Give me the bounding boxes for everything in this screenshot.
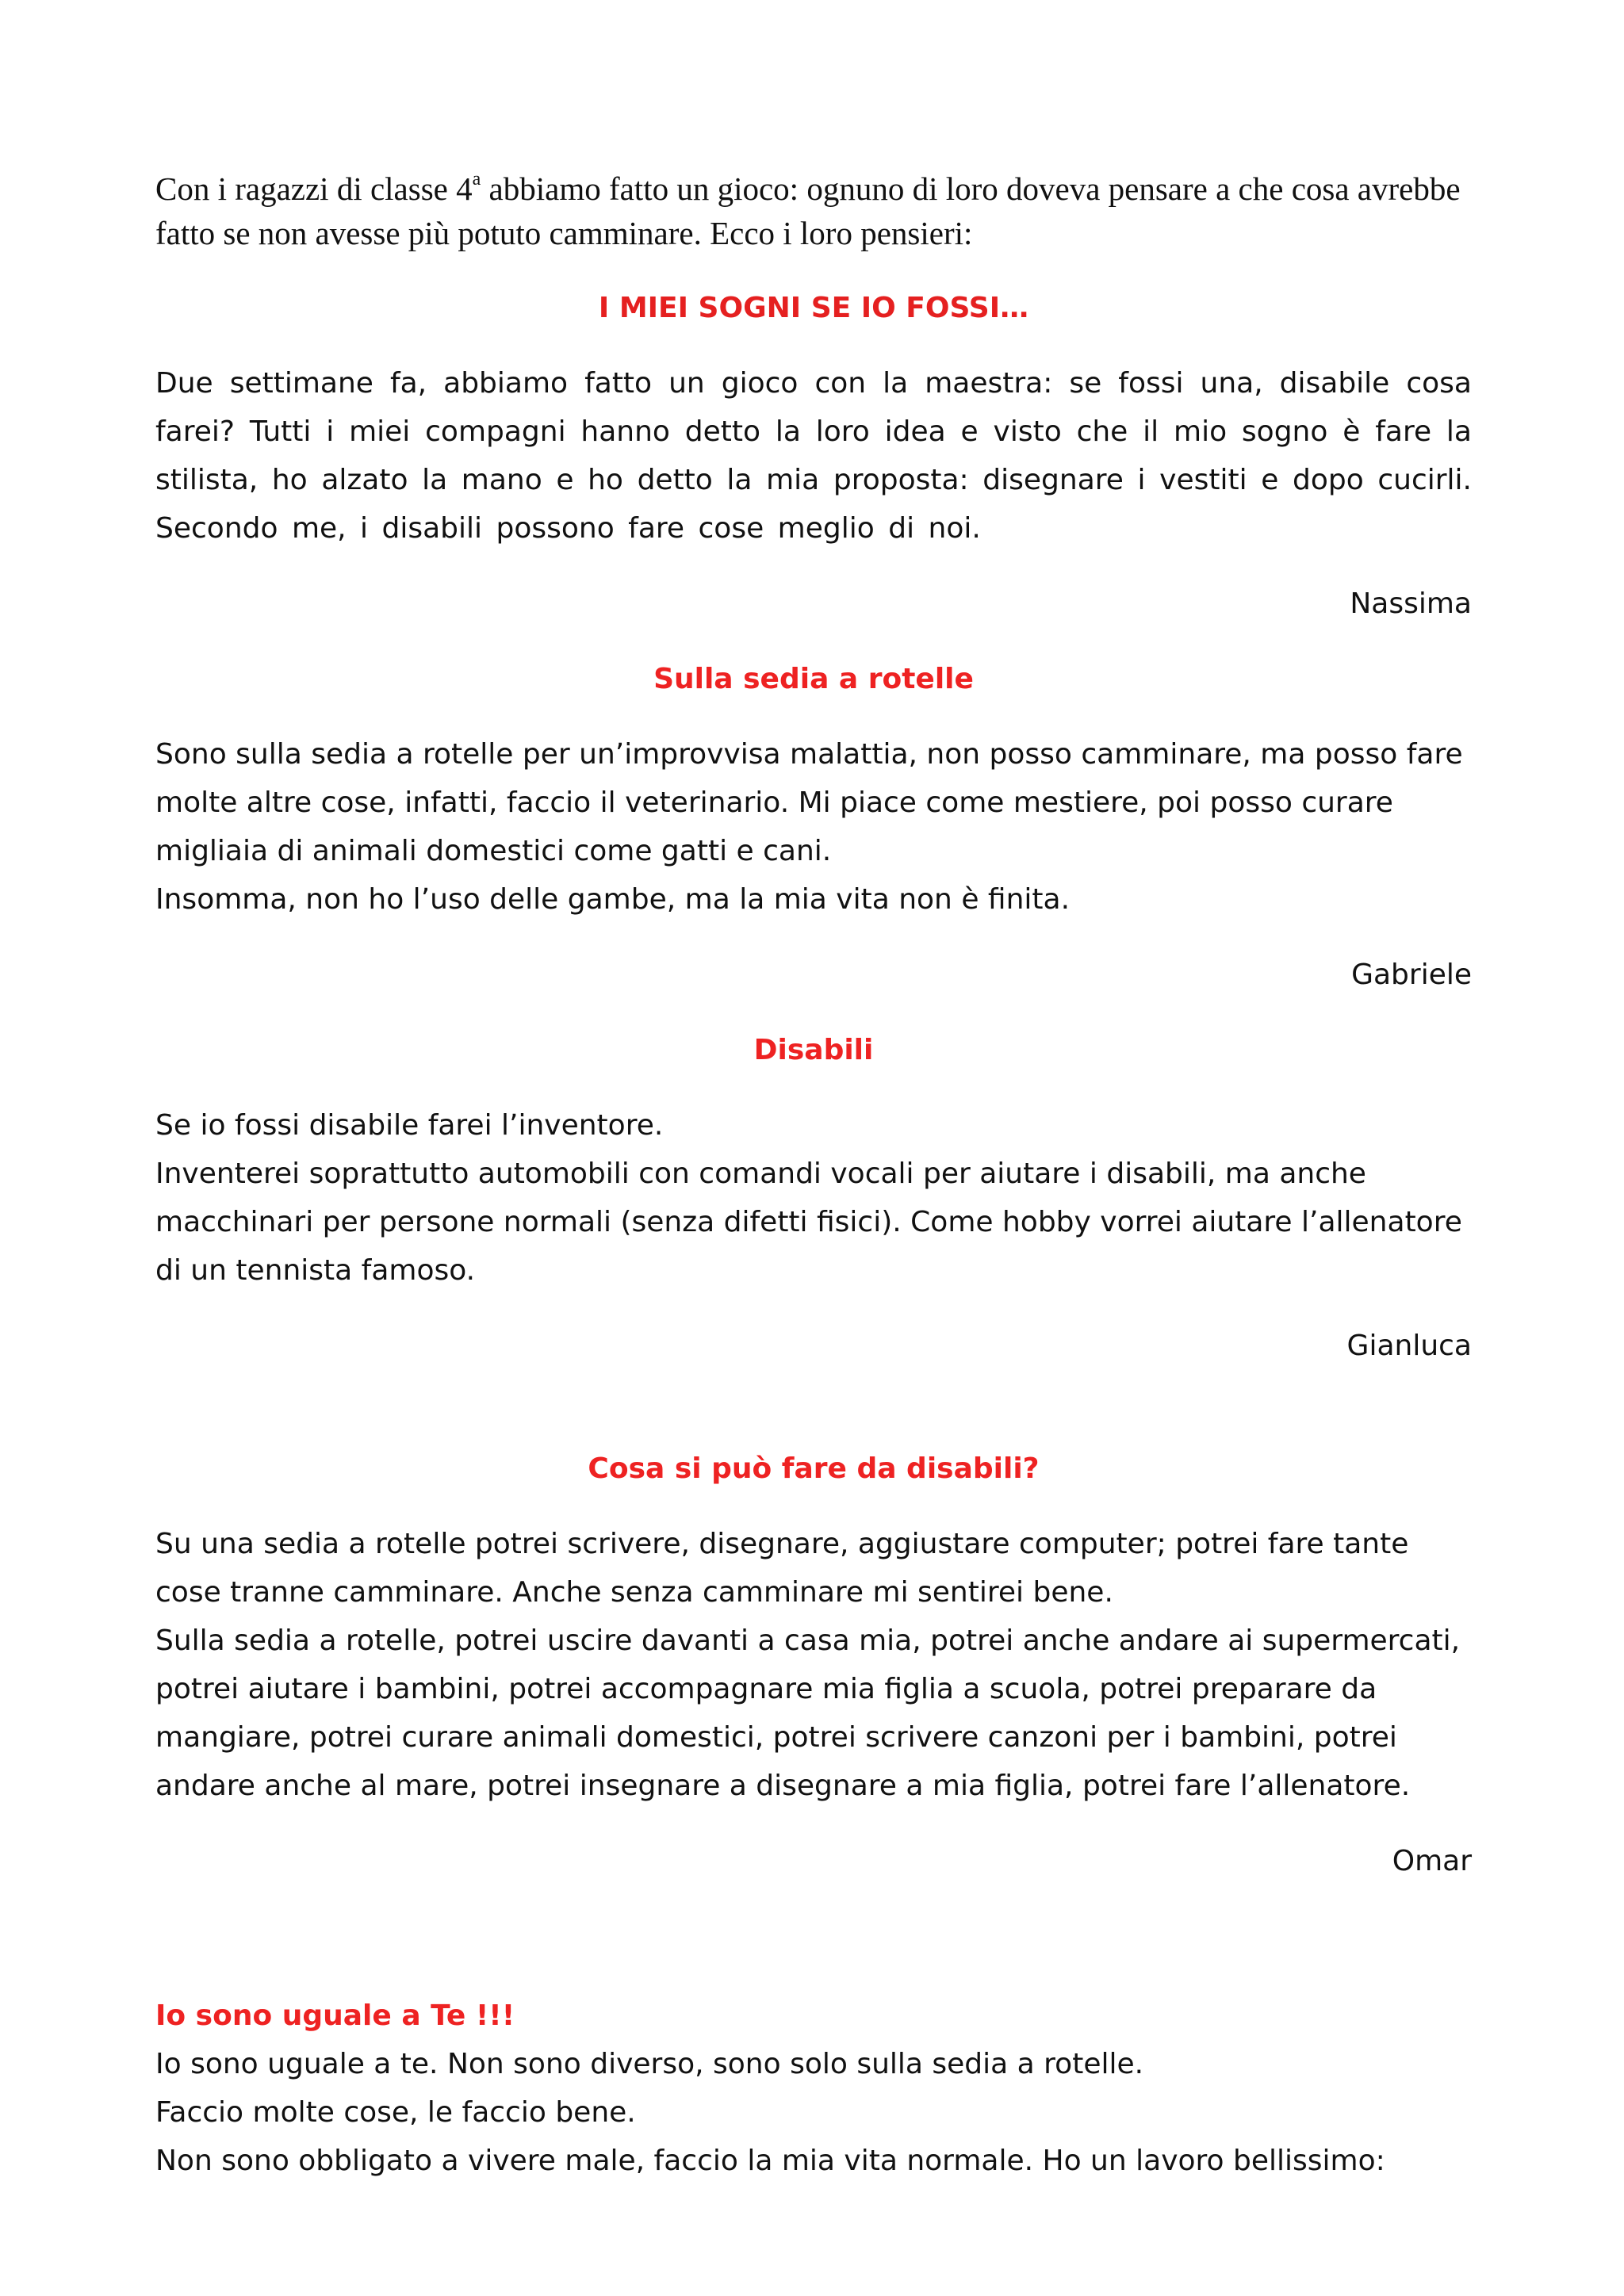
story-author: Gabriele (1351, 959, 1472, 991)
story-title: Cosa si può fare da disabili? (588, 1452, 1040, 1485)
document-page (155, 166, 1472, 2185)
story-io-sono-uguale (155, 1992, 1472, 2185)
story-nassima (155, 284, 1472, 628)
story-body: Se io fossi disabile farei l’inventore. Inventerei soprattutto automobili con comandi vocali per aiutare i disabili, ma anche macchinari per persone normali (senza difetti fisici). Come hobby vorrei aiutare l’allenatore di un tennista famoso. (155, 1109, 1462, 1287)
story-title: Sulla sedia a rotelle (653, 663, 974, 695)
vertical-spacer (155, 1912, 1472, 1992)
story-body: Su una sedia a rotelle potrei scrivere, disegnare, aggiustare computer; potrei fare tante cose tranne camminare. Anche senza camminare mi sentirei bene. Sulla sedia a rotelle, potrei uscire davanti a casa mia, potrei anche andare ai supermercati, potrei aiutare i bambini, potrei accompagnare mia figlia a scuola, potrei preparare da mangiare, potrei curare animali domestici, potrei scrivere canzoni per i bambini, potrei andare anche al mare, potrei insegnare a disegnare a mia figlia, potrei fare l’allenatore. (155, 1528, 1461, 1802)
vertical-spacer (155, 1397, 1472, 1445)
intro-text-end: abbiamo fatto un gioco: ognuno di loro doveva pensare a che cosa avrebbe fatto se non avesse più potuto camminare. Ecco i loro pensieri: (155, 170, 1461, 251)
story-gianluca (155, 1026, 1472, 1370)
story-body: Due settimane fa, abbiamo fatto un gioco con la maestra: se fossi una, disabile cosa farei? Tutti i miei compagni hanno detto la loro idea e visto che il mio sogno è fare la stilista, ho alzato la mano e ho detto la mia proposta: disegnare i vestiti e dopo cucirli. Secondo me, i disabili possono fare cose meglio di noi. (155, 367, 1472, 545)
story-omar (155, 1445, 1472, 1885)
story-title: Io sono uguale a Te !!! (155, 1999, 515, 2032)
story-author: Gianluca (1346, 1330, 1472, 1362)
intro-text-start: Con i ragazzi di classe 4 (155, 170, 473, 207)
story-body: Io sono uguale a te. Non sono diverso, sono solo sulla sedia a rotelle. Faccio molte cose, le faccio bene. Non sono obbligato a vivere male, faccio la mia vita normale. Ho un lavoro bellissimo: (155, 2048, 1385, 2177)
story-author: Nassima (1350, 587, 1472, 620)
story-body: Sono sulla sedia a rotelle per un’improvvisa malattia, non posso camminare, ma posso fare molte altre cose, infatti, faccio il veterinario. Mi piace come mestiere, poi posso curare migliaia di animali domestici come gatti e cani. Insomma, non ho l’uso delle gambe, ma la mia vita non è finita. (155, 738, 1463, 916)
story-title: I MIEI SOGNI SE IO FOSSI… (598, 292, 1029, 324)
story-title: Disabili (753, 1034, 874, 1066)
intro-paragraph (155, 166, 1472, 255)
story-author: Omar (1392, 1845, 1472, 1877)
class-ordinal-superscript: a (472, 169, 481, 190)
story-gabriele (155, 655, 1472, 999)
